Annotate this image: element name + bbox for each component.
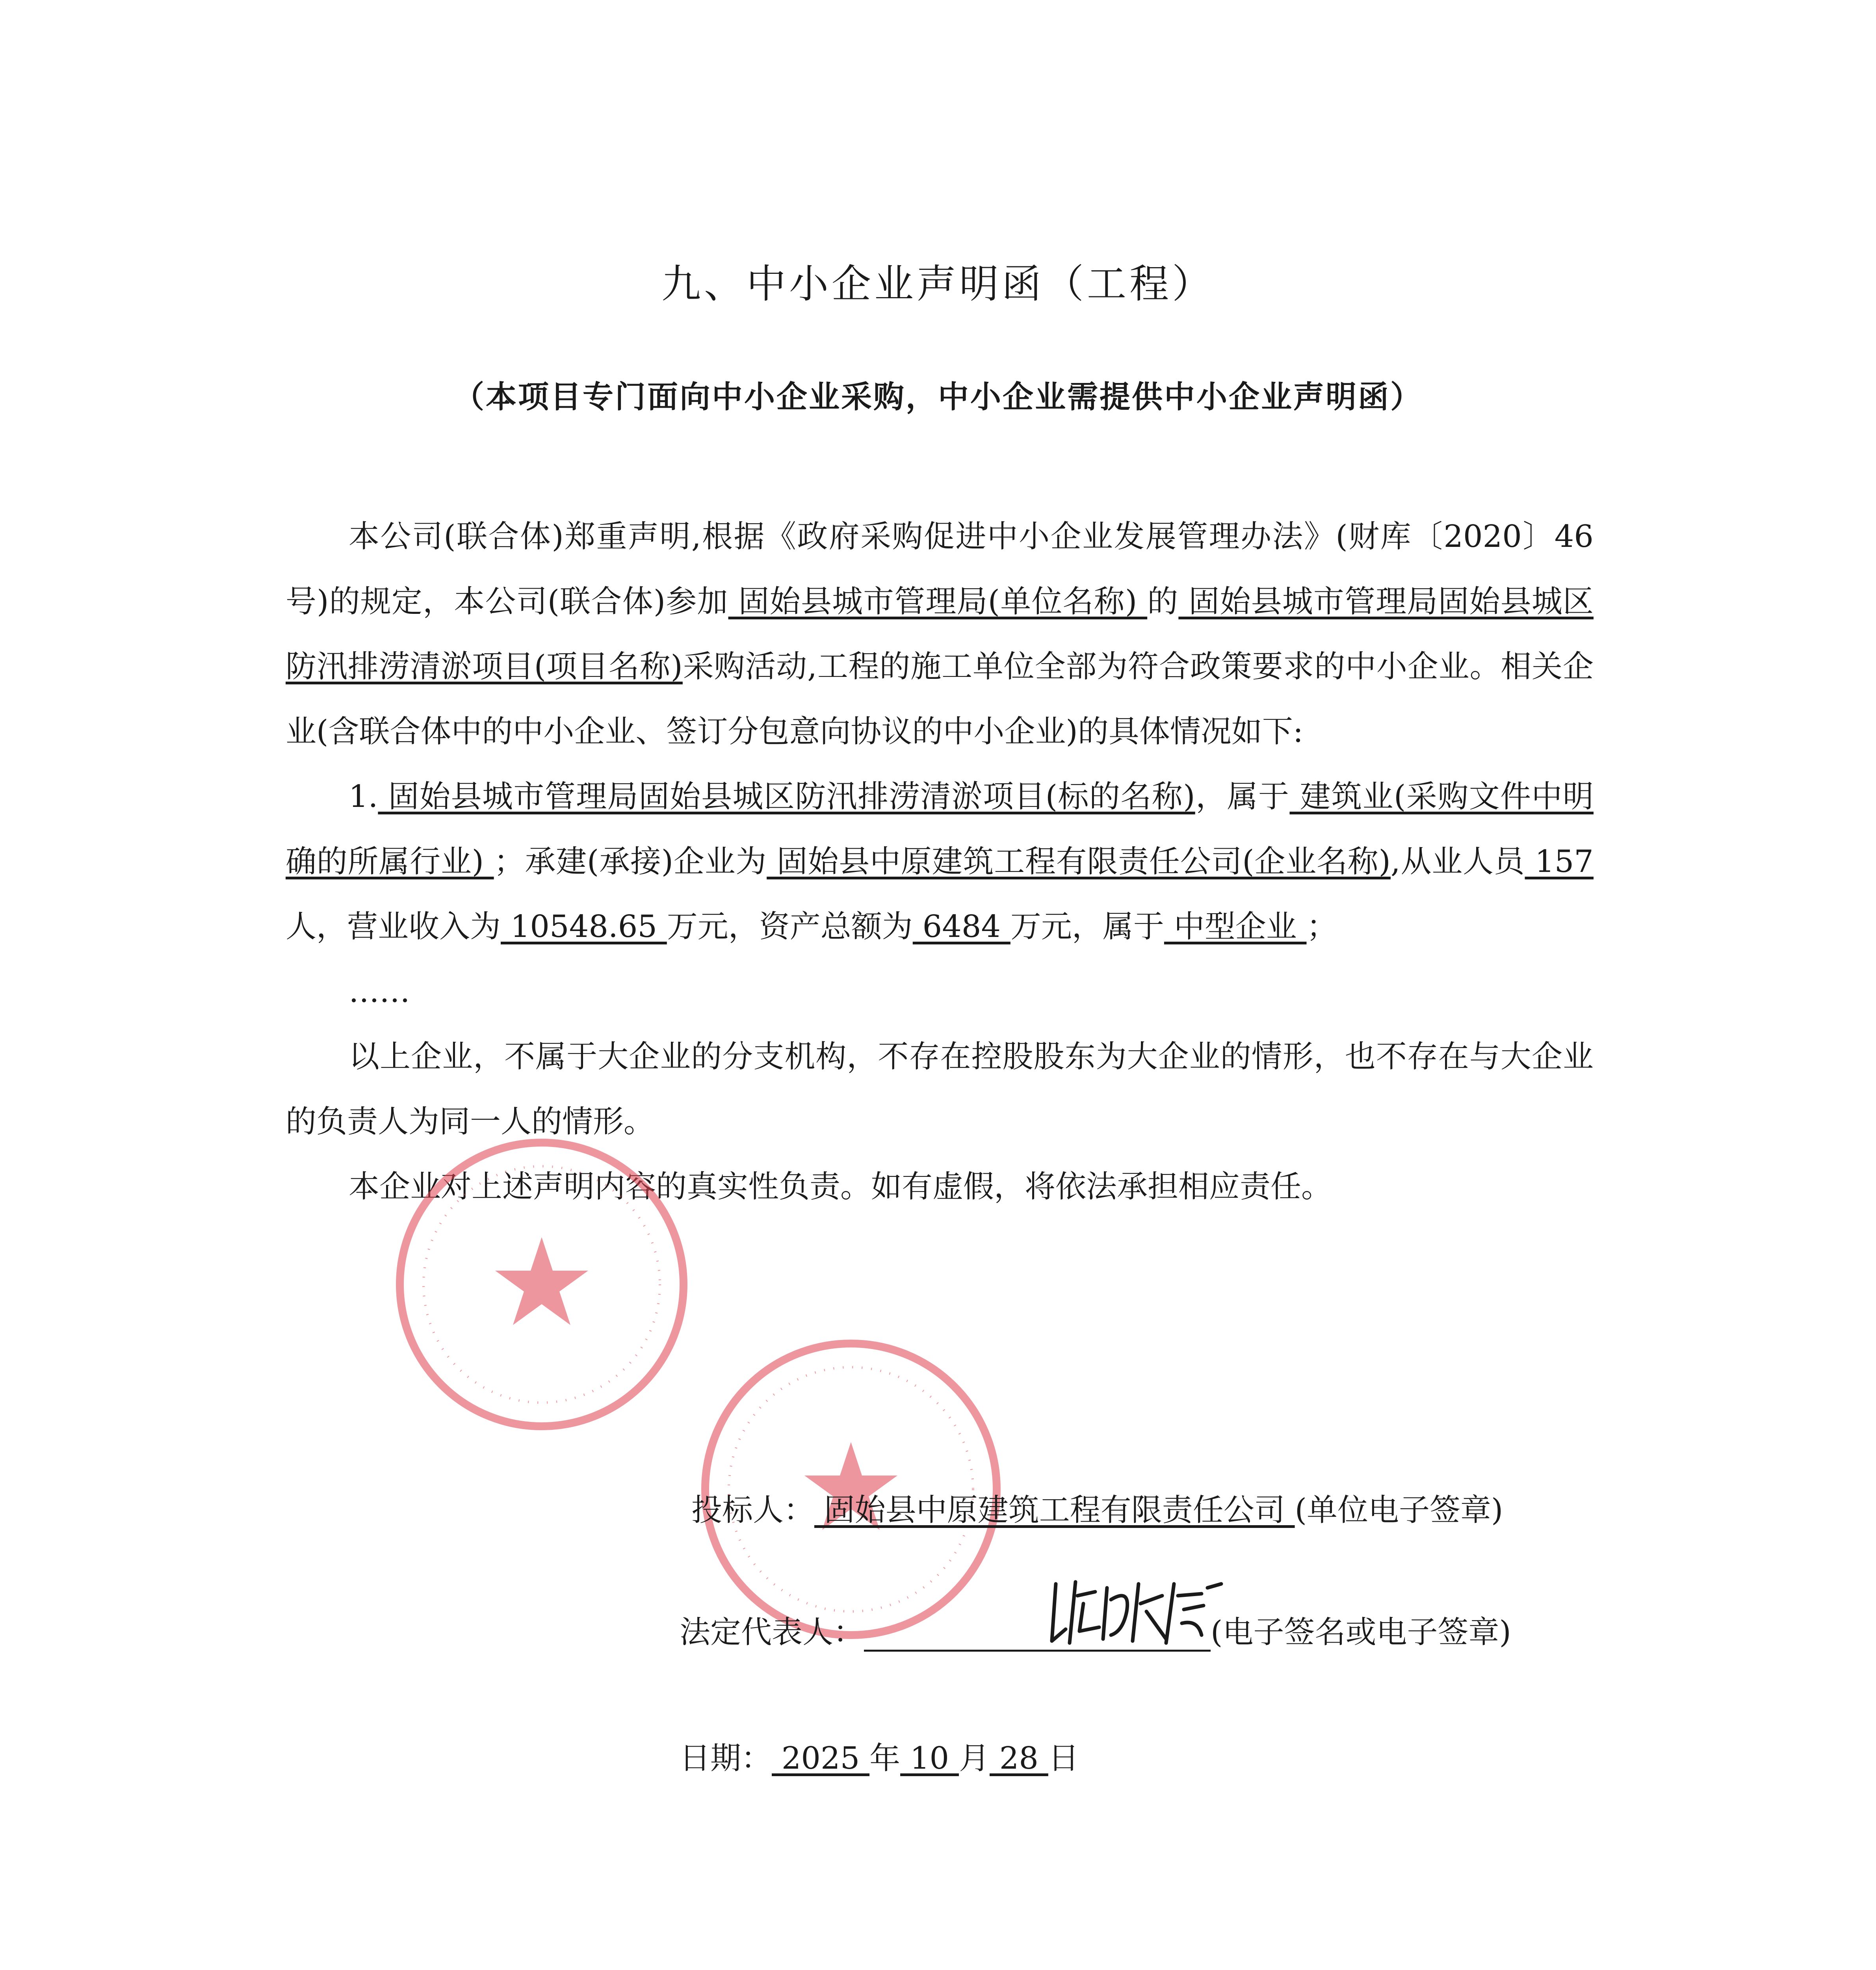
handwritten-signature: [1048, 1572, 1233, 1651]
bidder-label: 投标人：: [691, 1492, 815, 1528]
item-text-6: 万元，属于: [1010, 909, 1164, 944]
declaration-paragraph: [286, 504, 1594, 764]
legal-rep-label: 法定代表人：: [680, 1615, 864, 1650]
document-title: 九、中小企业声明函（工程）: [661, 261, 1215, 307]
legal-rep-seal-note: (电子签名或电子签章): [1211, 1615, 1511, 1650]
item-text-3: ,从业人员: [1390, 844, 1525, 879]
date-month: 10: [900, 1741, 959, 1776]
date-day: 28: [989, 1741, 1048, 1776]
item-text-7: ；: [1306, 909, 1337, 944]
item-text-2: ；承建(承接)企业为: [494, 844, 767, 879]
truthfulness-statement: 本企业对上述声明内容的真实性负责。如有虚假，将依法承担相应责任。: [349, 1169, 1332, 1204]
date-line: [680, 1734, 1079, 1778]
staff-count: 157: [1525, 844, 1594, 879]
item-number: 1.: [349, 779, 378, 814]
para1-text-2: 的: [1147, 584, 1179, 619]
para1-text-1: 本公司(联合体)郑重声明,根据《政府采购促进中小企业发展管理办法》(财库〔2020〕46号)的规定，本公司(联合体)参加: [286, 519, 1594, 619]
date-month-unit: 月: [958, 1741, 990, 1776]
para1-text-3: 采购活动,工程的施工单位全部为符合政策要求的中小企业。相关企业(含联合体中的中小企业、签订分包意向协议的中小企业)的具体情况如下:: [286, 649, 1594, 749]
project-name: 固始县城市管理局固始县城区防汛排涝清淤项目(项目名称): [286, 584, 1594, 684]
item-text-4: 人，营业收入为: [286, 909, 501, 944]
date-year: 2025: [772, 1741, 870, 1776]
date-day-unit: 日: [1048, 1741, 1079, 1776]
industry: 建筑业(采购文件中明确的所属行业): [286, 779, 1594, 879]
declaration-body: [286, 504, 1594, 1219]
assets-value: 6484: [912, 909, 1010, 944]
company-seal-1: [388, 1131, 695, 1438]
revenue-value: 10548.65: [501, 909, 667, 944]
item-text-5: 万元，资产总额为: [667, 909, 913, 944]
bidder-line: [691, 1485, 1503, 1530]
purchasing-unit: 固始县城市管理局(单位名称): [728, 584, 1148, 619]
date-year-unit: 年: [869, 1741, 901, 1776]
company-name: 固始县中原建筑工程有限责任公司(企业名称): [767, 844, 1391, 879]
subject-name: 固始县城市管理局固始县城区防汛排涝清淤项目(标的名称): [378, 779, 1195, 814]
non-affiliation-statement: 以上企业，不属于大企业的分支机构，不存在控股股东为大企业的情形，也不存在与大企业的负责人为同一人的情形。: [286, 1039, 1594, 1139]
enterprise-type: 中型企业: [1164, 909, 1307, 944]
bidder-seal-note: (单位电子签章): [1295, 1492, 1503, 1528]
document-subtitle: （本项目专门面向中小企业采购，中小企业需提供中小企业声明函）: [453, 379, 1423, 415]
ellipsis: ……: [349, 974, 410, 1009]
date-label: 日期：: [680, 1741, 772, 1776]
enterprise-item-1: [286, 764, 1594, 959]
bidder-name: 固始县中原建筑工程有限责任公司: [814, 1492, 1295, 1528]
item-text-1: ，属于: [1195, 779, 1290, 814]
